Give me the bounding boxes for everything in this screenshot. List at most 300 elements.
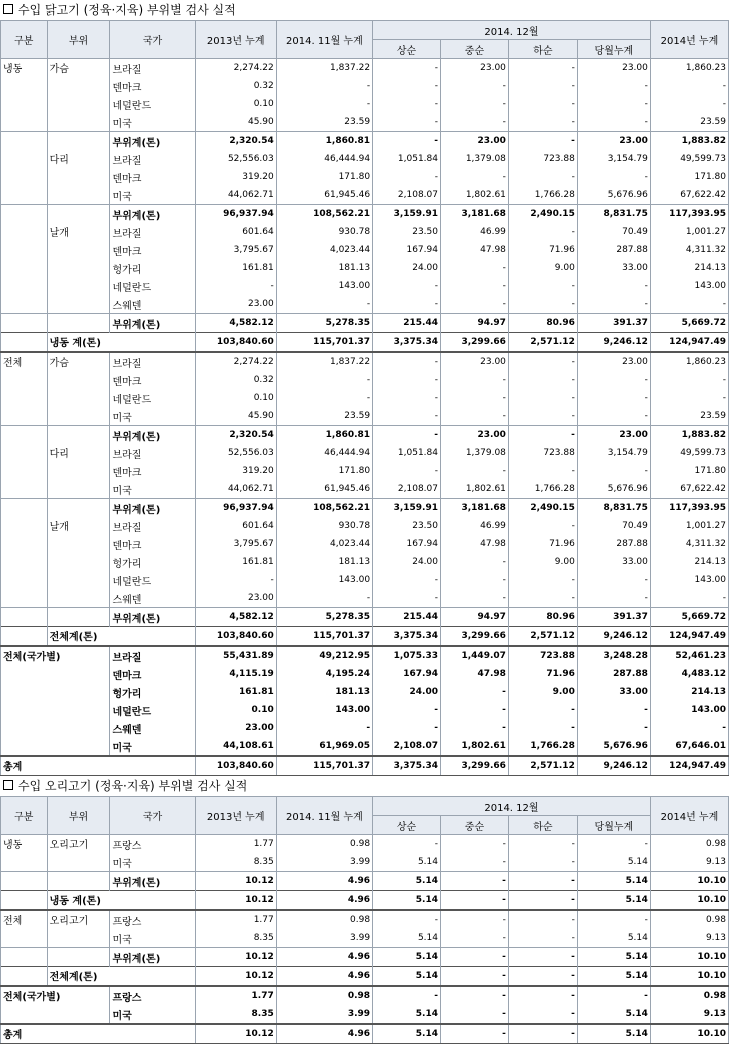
value-cell: - (577, 407, 650, 426)
value-cell: - (373, 132, 441, 151)
value-cell: 1,802.61 (440, 737, 508, 756)
value-cell: 52,461.23 (650, 646, 728, 665)
table-row (1, 910, 729, 929)
country-cell: 브라질 (110, 59, 195, 78)
category-cell (1, 891, 48, 911)
table-row (1, 853, 729, 872)
value-cell: 2,320.54 (195, 426, 276, 445)
value-cell: - (373, 352, 441, 371)
subtotal-label: 부위계(톤) (110, 205, 195, 224)
value-cell: 4.96 (276, 1024, 372, 1044)
value-cell: 0.10 (195, 701, 276, 719)
group-total-label: 냉동 계(톤) (47, 333, 195, 353)
value-cell: 1,001.27 (650, 223, 728, 241)
value-cell: 33.00 (577, 553, 650, 571)
value-cell: 0.10 (195, 389, 276, 407)
subtotal-row (1, 132, 729, 151)
total-label: 총계 (1, 756, 196, 776)
part-cell (47, 205, 110, 224)
header-2014-dec: 2014. 12월 (373, 797, 651, 816)
value-cell: 23.50 (373, 223, 441, 241)
value-cell: - (508, 95, 577, 113)
table-row (1, 553, 729, 571)
value-cell: 9,246.12 (577, 333, 650, 353)
country-cell: 네덜란드 (110, 95, 195, 113)
value-cell: - (276, 719, 372, 737)
value-cell: 723.88 (508, 646, 577, 665)
part-cell (47, 571, 110, 589)
value-cell: 9,246.12 (577, 627, 650, 647)
value-cell: 2,274.22 (195, 352, 276, 371)
value-cell: 1,860.81 (276, 132, 372, 151)
category-cell (1, 627, 48, 647)
value-cell: - (508, 59, 577, 78)
category-cell (1, 737, 110, 756)
part-cell (47, 462, 110, 480)
value-cell: - (650, 95, 728, 113)
value-cell: 5,278.35 (276, 314, 372, 333)
table-row (1, 571, 729, 589)
country-cell: 네덜란드 (110, 277, 195, 295)
table-row (1, 646, 729, 665)
value-cell: 4,582.12 (195, 314, 276, 333)
value-cell: 124,947.49 (650, 333, 728, 353)
value-cell: 1,051.84 (373, 150, 441, 168)
value-cell: 9.13 (650, 853, 728, 872)
table-row (1, 444, 729, 462)
value-cell: - (577, 371, 650, 389)
group-total-label: 전체계(톤) (47, 967, 195, 987)
value-cell: - (373, 571, 441, 589)
header-part: 부위 (47, 21, 110, 59)
country-cell: 브라질 (110, 444, 195, 462)
part-cell (47, 132, 110, 151)
value-cell: 108,562.21 (276, 205, 372, 224)
part-cell: 날개 (47, 517, 110, 535)
country-cell: 프랑스 (110, 835, 195, 854)
table-row (1, 589, 729, 608)
value-cell: 5.14 (577, 948, 650, 967)
value-cell: 3,375.34 (373, 333, 441, 353)
category-cell (1, 205, 48, 224)
value-cell: - (440, 719, 508, 737)
country-cell: 덴마크 (110, 665, 195, 683)
value-cell: - (373, 389, 441, 407)
value-cell: 143.00 (650, 277, 728, 295)
value-cell: 1.77 (195, 910, 276, 929)
value-cell: 4.96 (276, 967, 372, 987)
table-row (1, 665, 729, 683)
value-cell: 601.64 (195, 223, 276, 241)
part-cell: 가슴 (47, 59, 110, 78)
part-cell (47, 480, 110, 499)
value-cell: 10.10 (650, 891, 728, 911)
value-cell: 1,883.82 (650, 132, 728, 151)
square-bullet-icon (3, 4, 13, 14)
value-cell: - (440, 967, 508, 987)
value-cell: 44,062.71 (195, 186, 276, 205)
value-cell: - (440, 986, 508, 1005)
table-row (1, 929, 729, 948)
value-cell: 1,837.22 (276, 59, 372, 78)
header-late: 하순 (508, 816, 577, 835)
value-cell: 0.98 (276, 835, 372, 854)
country-cell: 스웨덴 (110, 589, 195, 608)
value-cell: - (373, 701, 441, 719)
country-cell: 스웨덴 (110, 295, 195, 314)
value-cell: - (276, 295, 372, 314)
value-cell: 3,248.28 (577, 646, 650, 665)
value-cell: 4,195.24 (276, 665, 372, 683)
value-cell: 143.00 (276, 571, 372, 589)
value-cell: - (440, 95, 508, 113)
category-cell (1, 872, 48, 891)
value-cell: - (440, 571, 508, 589)
category-cell (1, 186, 48, 205)
category-cell (1, 967, 48, 987)
value-cell: 3.99 (276, 1005, 372, 1024)
value-cell: - (373, 113, 441, 132)
value-cell: 70.49 (577, 223, 650, 241)
value-cell: - (440, 1024, 508, 1044)
value-cell: - (440, 389, 508, 407)
category-cell (1, 95, 48, 113)
category-cell (1, 389, 48, 407)
value-cell: - (508, 835, 577, 854)
value-cell: - (508, 872, 577, 891)
subtotal-label: 부위계(톤) (110, 872, 195, 891)
category-cell (1, 371, 48, 389)
country-cell: 브라질 (110, 517, 195, 535)
value-cell: 44,108.61 (195, 737, 276, 756)
value-cell: - (373, 407, 441, 426)
value-cell: 215.44 (373, 314, 441, 333)
value-cell: 5,676.96 (577, 186, 650, 205)
inspection-table (0, 796, 729, 1044)
table-row (1, 407, 729, 426)
value-cell: 96,937.94 (195, 499, 276, 518)
country-cell: 브라질 (110, 646, 195, 665)
value-cell: 1,802.61 (440, 186, 508, 205)
value-cell: - (508, 986, 577, 1005)
value-cell: - (508, 589, 577, 608)
value-cell: 5.14 (373, 872, 441, 891)
value-cell: 10.12 (195, 891, 276, 911)
subtotal-row (1, 205, 729, 224)
country-cell: 네덜란드 (110, 389, 195, 407)
value-cell: - (440, 113, 508, 132)
part-cell (47, 371, 110, 389)
category-cell (1, 608, 48, 627)
value-cell: - (440, 553, 508, 571)
value-cell: 214.13 (650, 683, 728, 701)
value-cell: 2,490.15 (508, 499, 577, 518)
value-cell: 49,599.73 (650, 444, 728, 462)
value-cell: - (440, 872, 508, 891)
table-row (1, 59, 729, 78)
value-cell: 8.35 (195, 929, 276, 948)
category-cell (1, 535, 48, 553)
value-cell: 5.14 (373, 853, 441, 872)
value-cell: 103,840.60 (195, 333, 276, 353)
header-mid: 중순 (440, 40, 508, 59)
group-total-row (1, 333, 729, 353)
table-row (1, 77, 729, 95)
value-cell: 0.32 (195, 371, 276, 389)
table-row (1, 986, 729, 1005)
value-cell: 103,840.60 (195, 756, 276, 776)
subtotal-label: 부위계(톤) (110, 948, 195, 967)
value-cell: 24.00 (373, 553, 441, 571)
value-cell: 71.96 (508, 241, 577, 259)
value-cell: 167.94 (373, 241, 441, 259)
value-cell: 23.00 (440, 352, 508, 371)
value-cell: 5,669.72 (650, 314, 728, 333)
table-row (1, 186, 729, 205)
category-cell: 전체(국가별) (1, 986, 110, 1005)
value-cell: 124,947.49 (650, 627, 728, 647)
subtotal-row (1, 872, 729, 891)
value-cell: 2,571.12 (508, 333, 577, 353)
value-cell: 70.49 (577, 517, 650, 535)
part-cell (47, 95, 110, 113)
value-cell: 23.00 (577, 426, 650, 445)
value-cell: 3,159.91 (373, 205, 441, 224)
value-cell: 4,582.12 (195, 608, 276, 627)
value-cell: - (650, 77, 728, 95)
value-cell: 181.13 (276, 683, 372, 701)
country-cell: 미국 (110, 407, 195, 426)
table-row (1, 352, 729, 371)
value-cell: 1.77 (195, 835, 276, 854)
value-cell: 181.13 (276, 259, 372, 277)
value-cell: 171.80 (650, 168, 728, 186)
value-cell: 1,766.28 (508, 186, 577, 205)
value-cell: 5.14 (373, 1024, 441, 1044)
value-cell: - (650, 371, 728, 389)
total-row (1, 756, 729, 776)
table-row (1, 701, 729, 719)
category-cell (1, 701, 110, 719)
value-cell: 61,969.05 (276, 737, 372, 756)
header-category: 구분 (1, 797, 48, 835)
value-cell: - (508, 701, 577, 719)
value-cell: - (440, 77, 508, 95)
value-cell: - (508, 1024, 577, 1044)
value-cell: 23.00 (577, 59, 650, 78)
value-cell: 167.94 (373, 535, 441, 553)
value-cell: 3,299.66 (440, 756, 508, 776)
value-cell: 10.10 (650, 872, 728, 891)
value-cell: 1,001.27 (650, 517, 728, 535)
value-cell: 2,108.07 (373, 737, 441, 756)
country-cell: 덴마크 (110, 77, 195, 95)
category-cell (1, 719, 110, 737)
value-cell: 4.96 (276, 872, 372, 891)
part-cell (47, 295, 110, 314)
table-row (1, 168, 729, 186)
value-cell: 171.80 (276, 462, 372, 480)
value-cell: - (195, 571, 276, 589)
value-cell: 0.98 (650, 910, 728, 929)
value-cell: 3,795.67 (195, 535, 276, 553)
value-cell: - (373, 462, 441, 480)
value-cell: 10.10 (650, 1024, 728, 1044)
value-cell: 5.14 (577, 853, 650, 872)
value-cell: 4.96 (276, 891, 372, 911)
value-cell: 9.00 (508, 553, 577, 571)
country-cell: 헝가리 (110, 683, 195, 701)
value-cell: 319.20 (195, 462, 276, 480)
table-row (1, 517, 729, 535)
category-cell (1, 589, 48, 608)
value-cell: 71.96 (508, 535, 577, 553)
header-2014-total: 2014년 누계 (650, 21, 728, 59)
value-cell: 49,212.95 (276, 646, 372, 665)
value-cell: - (508, 168, 577, 186)
value-cell: 45.90 (195, 407, 276, 426)
value-cell: 1,860.81 (276, 426, 372, 445)
value-cell: 5.14 (373, 948, 441, 967)
value-cell: - (577, 168, 650, 186)
value-cell: 117,393.95 (650, 205, 728, 224)
country-cell: 덴마크 (110, 535, 195, 553)
part-cell (47, 314, 110, 333)
value-cell: 23.00 (440, 426, 508, 445)
value-cell: 930.78 (276, 517, 372, 535)
group-total-row (1, 967, 729, 987)
total-row (1, 1024, 729, 1044)
value-cell: - (373, 986, 441, 1005)
table-row (1, 737, 729, 756)
value-cell: 5,676.96 (577, 737, 650, 756)
value-cell: 1,075.33 (373, 646, 441, 665)
value-cell: - (440, 891, 508, 911)
country-cell: 브라질 (110, 352, 195, 371)
table-row (1, 295, 729, 314)
value-cell: 96,937.94 (195, 205, 276, 224)
header-2014-nov-total: 2014. 11월 누계 (276, 21, 372, 59)
category-cell: 전체(국가별) (1, 646, 110, 665)
group-total-label: 전체계(톤) (47, 627, 195, 647)
value-cell: - (276, 95, 372, 113)
table-row (1, 223, 729, 241)
value-cell: - (440, 835, 508, 854)
category-cell (1, 571, 48, 589)
category-cell (1, 333, 48, 353)
header-2014-dec: 2014. 12월 (373, 21, 651, 40)
value-cell: 171.80 (650, 462, 728, 480)
country-cell: 프랑스 (110, 986, 195, 1005)
value-cell: - (508, 132, 577, 151)
value-cell: 4,023.44 (276, 241, 372, 259)
part-cell: 오리고기 (47, 910, 110, 929)
value-cell: 45.90 (195, 113, 276, 132)
part-cell: 다리 (47, 150, 110, 168)
value-cell: - (440, 407, 508, 426)
subtotal-row (1, 608, 729, 627)
value-cell: 3,181.68 (440, 205, 508, 224)
value-cell: - (373, 77, 441, 95)
value-cell: - (373, 59, 441, 78)
value-cell: 124,947.49 (650, 756, 728, 776)
table-row (1, 371, 729, 389)
value-cell: 5.14 (577, 1005, 650, 1024)
value-cell: 5.14 (373, 967, 441, 987)
value-cell: - (577, 589, 650, 608)
value-cell: 67,622.42 (650, 480, 728, 499)
country-cell: 미국 (110, 480, 195, 499)
value-cell: - (440, 853, 508, 872)
country-cell: 브라질 (110, 150, 195, 168)
country-cell: 미국 (110, 113, 195, 132)
value-cell: 23.00 (577, 132, 650, 151)
group-total-label: 냉동 계(톤) (47, 891, 195, 911)
value-cell: - (440, 277, 508, 295)
country-cell: 미국 (110, 1005, 195, 1024)
value-cell: 181.13 (276, 553, 372, 571)
value-cell: 391.37 (577, 608, 650, 627)
category-cell: 전체 (1, 910, 48, 929)
value-cell: 391.37 (577, 314, 650, 333)
country-cell: 덴마크 (110, 241, 195, 259)
value-cell: 1,051.84 (373, 444, 441, 462)
header-month-total: 당월누계 (577, 816, 650, 835)
value-cell: 287.88 (577, 535, 650, 553)
value-cell: - (577, 295, 650, 314)
category-cell (1, 462, 48, 480)
value-cell: 10.12 (195, 948, 276, 967)
value-cell: 5.14 (373, 1005, 441, 1024)
country-cell: 네덜란드 (110, 571, 195, 589)
value-cell: 5.14 (577, 872, 650, 891)
value-cell: - (577, 95, 650, 113)
value-cell: 23.00 (195, 589, 276, 608)
group-total-row (1, 891, 729, 911)
value-cell: - (440, 589, 508, 608)
value-cell: 161.81 (195, 683, 276, 701)
category-cell (1, 77, 48, 95)
country-cell: 덴마크 (110, 462, 195, 480)
value-cell: 3,154.79 (577, 150, 650, 168)
part-cell: 다리 (47, 444, 110, 462)
part-cell (47, 426, 110, 445)
category-cell (1, 407, 48, 426)
table-row (1, 277, 729, 295)
value-cell: 8,831.75 (577, 499, 650, 518)
category-cell (1, 223, 48, 241)
value-cell: 2,490.15 (508, 205, 577, 224)
value-cell: 0.98 (650, 986, 728, 1005)
country-cell: 헝가리 (110, 553, 195, 571)
part-cell (47, 186, 110, 205)
part-cell (47, 407, 110, 426)
table-row (1, 480, 729, 499)
value-cell: 115,701.37 (276, 756, 372, 776)
value-cell: 52,556.03 (195, 150, 276, 168)
subtotal-row (1, 499, 729, 518)
value-cell: 23.59 (650, 113, 728, 132)
value-cell: - (195, 277, 276, 295)
category-cell (1, 929, 48, 948)
value-cell: 1,802.61 (440, 480, 508, 499)
table-row (1, 113, 729, 132)
value-cell: 2,571.12 (508, 627, 577, 647)
value-cell: 8.35 (195, 853, 276, 872)
value-cell: 108,562.21 (276, 499, 372, 518)
value-cell: 10.10 (650, 967, 728, 987)
value-cell: - (650, 389, 728, 407)
